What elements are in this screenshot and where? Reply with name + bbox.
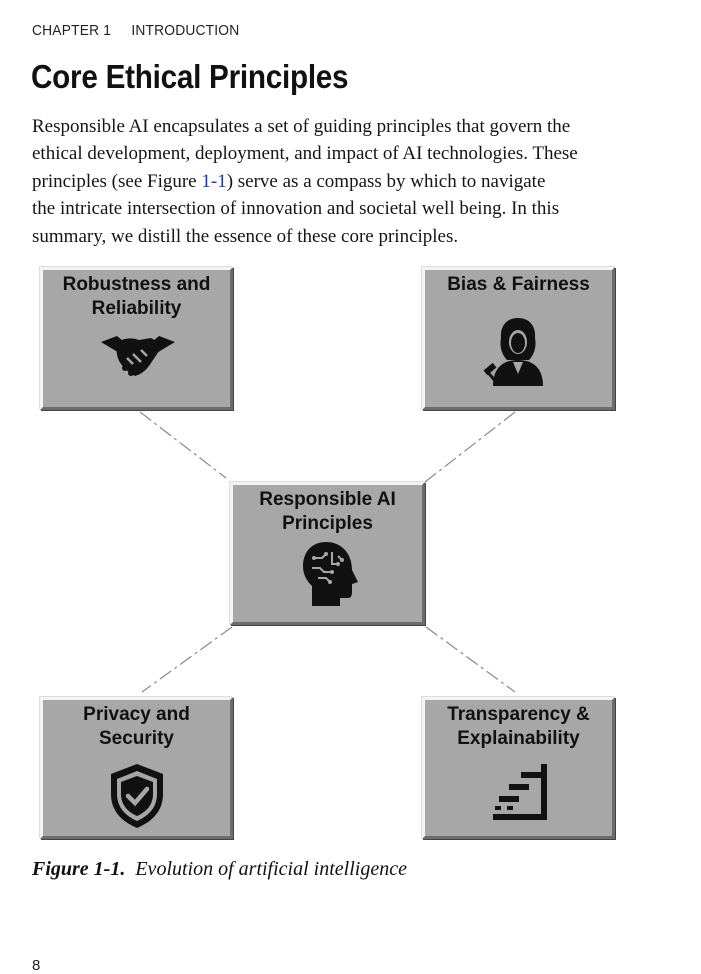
box-label: Bias & Fairness <box>447 274 590 295</box>
figure-caption <box>32 858 407 881</box>
ai-brain-head-icon <box>300 540 360 608</box>
steps-chart-icon <box>489 762 553 822</box>
paragraph-line <box>32 168 632 195</box>
page-number: 8 <box>32 957 41 974</box>
handshake-icon <box>99 332 177 382</box>
connector-line <box>426 627 515 692</box>
paragraph-text: ) serve as a compass by which to navigate <box>226 170 546 192</box>
section-label: INTRODUCTION <box>131 22 240 39</box>
paragraph-line: the intricate intersection of innovation and societal well being. In this <box>32 198 560 220</box>
box-label: Privacy and Security <box>83 704 190 749</box>
shield-check-icon <box>107 762 167 830</box>
paragraph-line: ethical development, deployment, and impact of AI technologies. These <box>32 143 578 165</box>
principle-box-robustness <box>40 267 233 410</box>
principle-box-center <box>230 482 425 625</box>
connector-line <box>142 627 232 692</box>
figure-reference-link[interactable]: 1-1 <box>201 170 227 192</box>
paragraph-line: summary, we distill the essence of these core principles. <box>32 225 459 247</box>
connector-line <box>140 412 226 478</box>
connector-line <box>425 412 515 482</box>
figure-caption-text: Evolution of artificial intelligence <box>135 858 407 880</box>
page-title: Core Ethical Principles <box>31 58 349 95</box>
box-label: Transparency & Explainability <box>447 704 590 749</box>
box-label: Robustness and Reliability <box>62 274 211 319</box>
paragraph-text: principles (see Figure <box>32 170 202 192</box>
principle-box-transparency <box>422 697 615 839</box>
intro-paragraph <box>32 113 632 250</box>
figure-label: Figure 1-1. <box>32 858 126 880</box>
principle-box-privacy-security <box>40 697 233 839</box>
paragraph-line: Responsible AI encapsulates a set of guiding principles that govern the <box>32 116 571 137</box>
running-header <box>32 22 239 39</box>
judge-person-icon <box>483 314 553 386</box>
principle-box-bias-fairness <box>422 267 615 410</box>
box-label: Responsible AI Principles <box>259 489 396 534</box>
chapter-label: CHAPTER 1 <box>32 22 112 39</box>
